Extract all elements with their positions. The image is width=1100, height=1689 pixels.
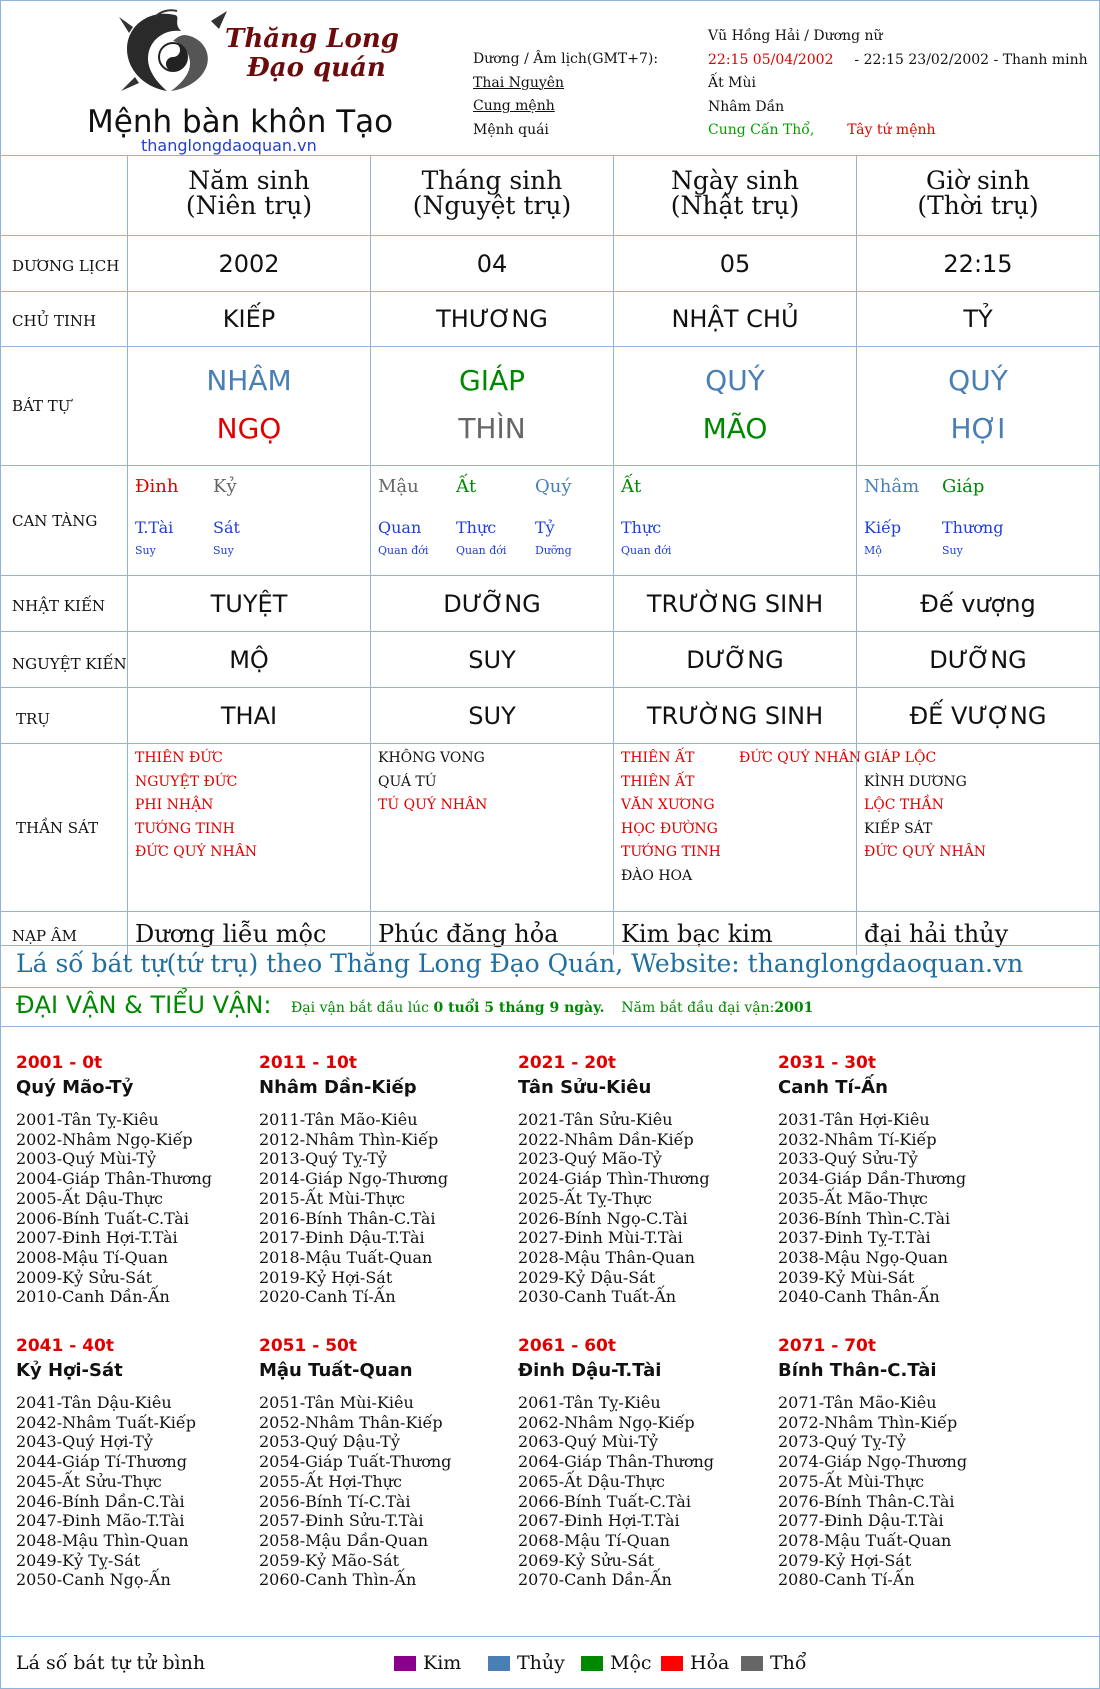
daivan-title: ĐẠI VẬN & TIỂU VẬN: <box>16 991 272 1019</box>
tieuvan-line: 2075-Ất Mùi-Thực <box>778 1471 925 1491</box>
daivan-block <box>16 1336 256 1590</box>
branch: HỢI <box>950 412 1006 445</box>
daivan-pillar: Kỷ Hợi-Sát <box>16 1360 123 1381</box>
daivan-block <box>518 1336 758 1590</box>
hidden-stem: Ất <box>456 476 477 497</box>
tieuvan-line: 2014-Giáp Ngọ-Thương <box>259 1169 449 1189</box>
row-than-sat <box>1 743 1099 911</box>
tieuvan-line: 2026-Bính Ngọ-C.Tài <box>518 1208 688 1228</box>
column-header-row <box>1 155 1099 235</box>
tieuvan-line: 2076-Bính Thân-C.Tài <box>778 1491 955 1511</box>
tieuvan-line: 2069-Kỷ Sửu-Sát <box>518 1550 655 1570</box>
am-date: - 22:15 23/02/2002 <box>854 51 990 68</box>
phase: Mộ <box>864 544 882 557</box>
cell-value: đại hải thủy <box>856 912 1099 955</box>
cell-value: 05 <box>613 236 856 291</box>
star: THIÊN ĐỨC <box>135 750 223 766</box>
tieuvan-line: 2058-Mậu Dần-Quan <box>259 1530 429 1550</box>
label-menh-quai: Mệnh quái <box>473 121 549 138</box>
daivan-block <box>518 1053 758 1307</box>
tieuvan-line: 2007-Đinh Hợi-T.Tài <box>16 1228 178 1248</box>
phase: Suy <box>135 544 156 557</box>
hidden-stem: Nhâm <box>864 476 920 497</box>
date-line <box>708 49 1088 73</box>
tieuvan-line: 2072-Nhâm Thìn-Kiếp <box>778 1412 958 1432</box>
cell-value: THAI <box>127 688 370 743</box>
daivan-pillar: Đinh Dậu-T.Tài <box>518 1360 662 1381</box>
daivan-pillar: Mậu Tuất-Quan <box>259 1360 413 1381</box>
brand-name <box>225 25 399 83</box>
star: ĐÀO HOA <box>621 867 693 884</box>
tieuvan-line: 2031-Tân Hợi-Kiêu <box>778 1110 930 1129</box>
legend-item-thuy: Thủy <box>488 1652 565 1674</box>
daivan-year: 2021 - 20t <box>518 1053 616 1073</box>
ten-god: Kiếp <box>864 518 902 537</box>
row-label: DƯƠNG LỊCH <box>12 256 120 275</box>
pillar-day <box>613 347 856 465</box>
star: KHÔNG VONG <box>378 750 485 766</box>
star: PHI NHẬN <box>135 797 214 813</box>
label-cung-menh[interactable]: Cung mệnh <box>473 98 555 114</box>
tiet-khi: - Thanh minh <box>993 51 1088 68</box>
star: ĐỨC QUÝ NHÂN <box>864 844 987 860</box>
cung-menh-value: Nhâm Dần <box>708 98 785 115</box>
header <box>1 1 1099 155</box>
can-tang-hour <box>856 466 1099 575</box>
tieuvan-line: 2062-Nhâm Ngọ-Kiếp <box>518 1412 695 1432</box>
ten-god: Tỷ <box>535 518 555 537</box>
cell-value: MỘ <box>127 632 370 687</box>
menh-quai-tu: Tây tứ mệnh <box>847 122 936 138</box>
daivan-pillar: Tân Sửu-Kiêu <box>518 1077 652 1098</box>
daivan-block <box>778 1336 1018 1590</box>
ten-god: Thực <box>456 518 497 537</box>
star: QUÁ TÚ <box>378 773 437 790</box>
tieuvan-line: 2043-Quý Hợi-Tỷ <box>16 1432 153 1452</box>
star: ĐỨC QUÝ NHÂN <box>739 750 862 766</box>
tieuvan-line: 2047-Đinh Mão-T.Tài <box>16 1511 185 1531</box>
tieuvan-line: 2021-Tân Sửu-Kiêu <box>518 1110 673 1129</box>
tieuvan-line: 2009-Kỷ Sửu-Sát <box>16 1267 153 1287</box>
daivan-info: Đại vận bắt đầu lúc 0 tuổi 5 tháng 9 ngày. Năm bắt đầu đại vận:2001 <box>291 1000 814 1016</box>
daivan-year: 2051 - 50t <box>259 1336 357 1356</box>
row-label: THẦN SÁT <box>16 818 99 837</box>
cell-value: Phúc đăng hỏa <box>370 912 613 955</box>
dragon-logo-icon <box>115 7 235 99</box>
tieuvan-line: 2079-Kỷ Hợi-Sát <box>778 1550 912 1570</box>
branch: THÌN <box>458 412 526 445</box>
cell-value: THƯƠNG <box>370 292 613 346</box>
cell-value: 2002 <box>127 236 370 291</box>
tieuvan-line: 2035-Ất Mão-Thực <box>778 1188 928 1208</box>
star: ĐỨC QUÝ NHÂN <box>135 844 258 860</box>
tieuvan-line: 2063-Quý Mùi-Tỷ <box>518 1432 659 1452</box>
hidden-stem: Mậu <box>378 476 419 497</box>
tieuvan-line: 2008-Mậu Tí-Quan <box>16 1247 168 1267</box>
star: LỘC THẦN <box>864 797 944 813</box>
tieuvan-line: 2010-Canh Dần-Ấn <box>16 1287 170 1307</box>
tieuvan-line: 2028-Mậu Thân-Quan <box>518 1247 695 1267</box>
star: TÚ QUÝ NHÂN <box>378 797 488 813</box>
cell-value: DƯỠNG <box>856 632 1099 687</box>
pillar-year <box>127 347 370 465</box>
tieuvan-line: 2080-Canh Tí-Ấn <box>778 1570 915 1590</box>
star: KIẾP SÁT <box>864 820 933 837</box>
daivan-pillar: Bính Thân-C.Tài <box>778 1360 937 1381</box>
daivan-year: 2011 - 10t <box>259 1053 357 1073</box>
tieuvan-line: 2044-Giáp Tí-Thương <box>16 1452 187 1472</box>
phase: Quan đới <box>378 544 429 557</box>
tieuvan-line: 2048-Mậu Thìn-Quan <box>16 1530 189 1550</box>
phase: Suy <box>213 544 234 557</box>
tieuvan-line: 2055-Ất Hợi-Thực <box>259 1471 402 1491</box>
tho-swatch <box>741 1656 763 1671</box>
tieuvan-line: 2038-Mậu Ngọ-Quan <box>778 1247 948 1267</box>
tieuvan-line: 2077-Đinh Dậu-T.Tài <box>778 1511 944 1531</box>
ten-god: Quan <box>378 518 422 537</box>
cell-value: ĐẾ VƯỢNG <box>856 688 1099 743</box>
tieuvan-line: 2045-Ất Sửu-Thực <box>16 1471 162 1491</box>
tieuvan-line: 2015-Ất Mùi-Thực <box>259 1188 406 1208</box>
legend-item-moc: Mộc <box>581 1652 652 1674</box>
tieuvan-line: 2032-Nhâm Tí-Kiếp <box>778 1129 937 1149</box>
tieuvan-line: 2061-Tân Tỵ-Kiêu <box>518 1393 661 1412</box>
footer-caption: Lá số bát tự tử bình <box>16 1652 206 1674</box>
tieuvan-line: 2037-Đinh Tỵ-T.Tài <box>778 1228 931 1248</box>
than-sat-month <box>370 744 613 911</box>
tieuvan-line: 2046-Bính Dần-C.Tài <box>16 1491 185 1511</box>
cell-value: 04 <box>370 236 613 291</box>
daivan-block <box>778 1053 1018 1307</box>
hoa-swatch <box>661 1656 683 1671</box>
menh-quai-value <box>708 119 1088 143</box>
star: GIÁP LỘC <box>864 750 937 766</box>
ten-god: T.Tài <box>135 518 174 537</box>
legend-item-tho: Thổ <box>741 1652 807 1674</box>
tieuvan-line: 2001-Tân Tỵ-Kiêu <box>16 1110 159 1129</box>
pillar-hour <box>856 347 1099 465</box>
legend-item-hoa: Hỏa <box>661 1652 729 1674</box>
column-header-day: Ngày sinh (Nhật trụ) <box>613 156 856 235</box>
cell-value: TRƯỜNG SINH <box>613 576 856 631</box>
tieuvan-line: 2020-Canh Tí-Ấn <box>259 1287 396 1307</box>
tieuvan-line: 2071-Tân Mão-Kiêu <box>778 1393 937 1412</box>
stem: NHÂM <box>206 364 292 397</box>
daivan-year: 2001 - 0t <box>16 1053 103 1073</box>
daivan-block <box>259 1053 499 1307</box>
tieuvan-line: 2034-Giáp Dần-Thương <box>778 1169 967 1189</box>
ten-god: Thực <box>621 518 662 537</box>
tieuvan-line: 2025-Ất Tỵ-Thực <box>518 1188 652 1208</box>
cell-value: NHẬT CHỦ <box>613 292 856 346</box>
tieuvan-line: 2006-Bính Tuất-C.Tài <box>16 1208 189 1228</box>
tieuvan-line: 2052-Nhâm Thân-Kiếp <box>259 1412 443 1432</box>
ten-god: Thương <box>942 518 1004 537</box>
tieuvan-line: 2049-Kỷ Tỵ-Sát <box>16 1550 141 1570</box>
stem: QUÝ <box>948 364 1008 397</box>
tieuvan-line: 2059-Kỷ Mão-Sát <box>259 1550 400 1570</box>
hidden-stem: Giáp <box>942 476 985 497</box>
cell-value: TỶ <box>856 292 1099 346</box>
site-link[interactable]: thanglongdaoquan.vn <box>141 136 317 155</box>
stem: GIÁP <box>459 364 525 397</box>
tieuvan-line: 2074-Giáp Ngọ-Thương <box>778 1452 968 1472</box>
tieuvan-line: 2068-Mậu Tí-Quan <box>518 1530 670 1550</box>
daivan-block <box>259 1336 499 1590</box>
than-sat-year <box>127 744 370 911</box>
tieuvan-line: 2003-Quý Mùi-Tỷ <box>16 1149 157 1169</box>
can-tang-day <box>613 466 856 575</box>
cell-value: Kim bạc kim <box>613 912 856 955</box>
tieuvan-line: 2078-Mậu Tuất-Quan <box>778 1530 952 1550</box>
phase: Dưỡng <box>535 544 572 557</box>
tieuvan-line: 2005-Ất Dậu-Thực <box>16 1188 163 1208</box>
tieuvan-line: 2011-Tân Mão-Kiêu <box>259 1110 418 1129</box>
label-date: Dương / Âm lịch(GMT+7): <box>473 51 659 67</box>
row-chu-tinh <box>1 291 1099 346</box>
cell-value: DƯỠNG <box>370 576 613 631</box>
tieuvan-line: 2070-Canh Dần-Ấn <box>518 1570 672 1590</box>
brand-line-2: Đạo quán <box>247 53 386 83</box>
branch: MÃO <box>702 412 768 445</box>
cell-value: 22:15 <box>856 236 1099 291</box>
row-label: CHỦ TINH <box>12 312 97 330</box>
tieuvan-line: 2036-Bính Thìn-C.Tài <box>778 1208 951 1228</box>
cell-value: Dương liễu mộc <box>127 912 370 955</box>
kim-swatch <box>394 1656 416 1671</box>
cell-value: SUY <box>370 688 613 743</box>
column-header-month: Tháng sinh (Nguyệt trụ) <box>370 156 613 235</box>
tieuvan-line: 2002-Nhâm Ngọ-Kiếp <box>16 1129 193 1149</box>
phase: Quan đới <box>621 544 672 557</box>
hidden-stem: Ất <box>621 476 642 497</box>
tieuvan-line: 2067-Đinh Hợi-T.Tài <box>518 1511 680 1531</box>
daivan-pillar: Nhâm Dần-Kiếp <box>259 1077 417 1098</box>
branch: NGỌ <box>216 412 282 445</box>
tieuvan-line: 2016-Bính Thân-C.Tài <box>259 1208 436 1228</box>
info-labels <box>473 48 658 142</box>
star: VĂN XƯƠNG <box>621 797 715 813</box>
tieuvan-line: 2022-Nhâm Dần-Kiếp <box>518 1129 694 1149</box>
row-label: NGUYỆT KIẾN <box>12 654 127 673</box>
tieuvan-line: 2012-Nhâm Thìn-Kiếp <box>259 1129 439 1149</box>
tieuvan-line: 2040-Canh Thân-Ấn <box>778 1287 940 1307</box>
thuy-swatch <box>488 1656 510 1671</box>
tieuvan-line: 2041-Tân Dậu-Kiêu <box>16 1393 172 1412</box>
star: TƯỚNG TINH <box>621 844 721 860</box>
column-header-hour: Giờ sinh (Thời trụ) <box>856 156 1099 235</box>
star: HỌC ĐƯỜNG <box>621 820 718 837</box>
tieuvan-line: 2004-Giáp Thân-Thương <box>16 1169 213 1189</box>
star: TƯỚNG TINH <box>135 820 235 837</box>
pillar-month <box>370 347 613 465</box>
page-title: Mệnh bàn khôn Tạo <box>87 104 394 140</box>
column-header-year: Năm sinh (Niên trụ) <box>127 156 370 235</box>
row-label: NHẬT KIẾN <box>12 596 106 615</box>
row-label: BÁT TỰ <box>12 397 71 415</box>
tieuvan-line: 2039-Kỷ Mùi-Sát <box>778 1267 915 1287</box>
duong-date: 22:15 05/04/2002 <box>708 51 834 68</box>
cell-value: KIẾP <box>127 292 370 346</box>
cell-value: SUY <box>370 632 613 687</box>
daivan-pillar: Canh Tí-Ấn <box>778 1077 888 1098</box>
star: THIÊN ẤT <box>621 750 695 766</box>
tieuvan-line: 2024-Giáp Thìn-Thương <box>518 1169 710 1189</box>
tieuvan-line: 2023-Quý Mão-Tỷ <box>518 1149 662 1169</box>
tieuvan-line: 2066-Bính Tuất-C.Tài <box>518 1491 691 1511</box>
row-bat-tu <box>1 346 1099 465</box>
menh-quai-cung: Cung Cấn Thổ, <box>708 122 815 138</box>
cell-value: TRƯỜNG SINH <box>613 688 856 743</box>
row-label: TRỤ <box>16 709 50 728</box>
stem: QUÝ <box>705 364 765 397</box>
cell-value: DƯỠNG <box>613 632 856 687</box>
hidden-stem: Kỷ <box>213 476 237 497</box>
hidden-stem: Quý <box>535 476 572 497</box>
cell-value: Đế vượng <box>856 576 1099 631</box>
tieuvan-line: 2073-Quý Tỵ-Tỷ <box>778 1432 906 1452</box>
laso-caption: Lá số bát tự(tứ trụ) theo Thăng Long Đạo Quán, Website: thanglongdaoquan.vn <box>16 949 1024 978</box>
row-nguyet-kien <box>1 631 1099 687</box>
tieuvan-line: 2029-Kỷ Dậu-Sát <box>518 1267 656 1287</box>
tieuvan-line: 2033-Quý Sửu-Tỷ <box>778 1149 918 1169</box>
label-thai-nguyen[interactable]: Thai Nguyên <box>473 74 565 91</box>
row-label: NẠP ÂM <box>12 926 78 945</box>
tieuvan-line: 2056-Bính Tí-C.Tài <box>259 1491 411 1511</box>
daivan-year: 2061 - 60t <box>518 1336 616 1356</box>
than-sat-day <box>613 744 862 911</box>
than-sat-hour <box>856 744 1099 911</box>
person-name: Vũ Hồng Hải / Dương nữ <box>708 28 883 44</box>
daivan-block <box>16 1053 256 1307</box>
row-label: CAN TÀNG <box>12 511 98 530</box>
row-duong-lich <box>1 235 1099 291</box>
phase: Quan đới <box>456 544 507 557</box>
daivan-year: 2031 - 30t <box>778 1053 876 1073</box>
row-nhat-kien <box>1 575 1099 631</box>
ten-god: Sát <box>213 518 240 537</box>
tieuvan-line: 2019-Kỷ Hợi-Sát <box>259 1267 393 1287</box>
thai-nguyen-value: Ất Mùi <box>708 75 757 91</box>
tieuvan-line: 2053-Quý Dậu-Tỷ <box>259 1432 400 1452</box>
tieuvan-line: 2065-Ất Dậu-Thực <box>518 1471 665 1491</box>
tieuvan-line: 2051-Tân Mùi-Kiêu <box>259 1393 414 1412</box>
hidden-stem: Đinh <box>135 476 179 497</box>
can-tang-year <box>127 466 370 575</box>
tieuvan-line: 2054-Giáp Tuất-Thương <box>259 1452 452 1472</box>
tieuvan-line: 2030-Canh Tuất-Ấn <box>518 1287 677 1307</box>
phase: Suy <box>942 544 963 557</box>
daivan-year: 2071 - 70t <box>778 1336 876 1356</box>
tieuvan-line: 2042-Nhâm Tuất-Kiếp <box>16 1412 196 1432</box>
legend-item-kim: Kim <box>394 1652 461 1674</box>
row-can-tang <box>1 465 1099 575</box>
tieuvan-line: 2060-Canh Thìn-Ấn <box>259 1570 417 1590</box>
tieuvan-line: 2057-Đinh Sửu-T.Tài <box>259 1511 424 1531</box>
info-values <box>708 25 1088 143</box>
can-tang-month <box>370 466 613 575</box>
daivan-year: 2041 - 40t <box>16 1336 114 1356</box>
brand-line-1: Thăng Long <box>225 24 399 54</box>
tieuvan-line: 2050-Canh Ngọ-Ấn <box>16 1570 171 1590</box>
cell-value: TUYỆT <box>127 576 370 631</box>
moc-swatch <box>581 1656 603 1671</box>
tieuvan-line: 2017-Đinh Dậu-T.Tài <box>259 1228 425 1248</box>
star: NGUYỆT ĐỨC <box>135 773 238 790</box>
daivan-pillar: Quý Mão-Tỷ <box>16 1077 134 1098</box>
star: THIÊN ẤT <box>621 773 695 790</box>
star: KÌNH DƯƠNG <box>864 773 967 790</box>
tieuvan-line: 2027-Đinh Mùi-T.Tài <box>518 1228 683 1248</box>
pillar-grid <box>1 155 1099 955</box>
tieuvan-line: 2064-Giáp Thân-Thương <box>518 1452 715 1472</box>
tieuvan-line: 2013-Quý Tỵ-Tỷ <box>259 1149 387 1169</box>
tieuvan-line: 2018-Mậu Tuất-Quan <box>259 1247 433 1267</box>
row-tru <box>1 687 1099 743</box>
